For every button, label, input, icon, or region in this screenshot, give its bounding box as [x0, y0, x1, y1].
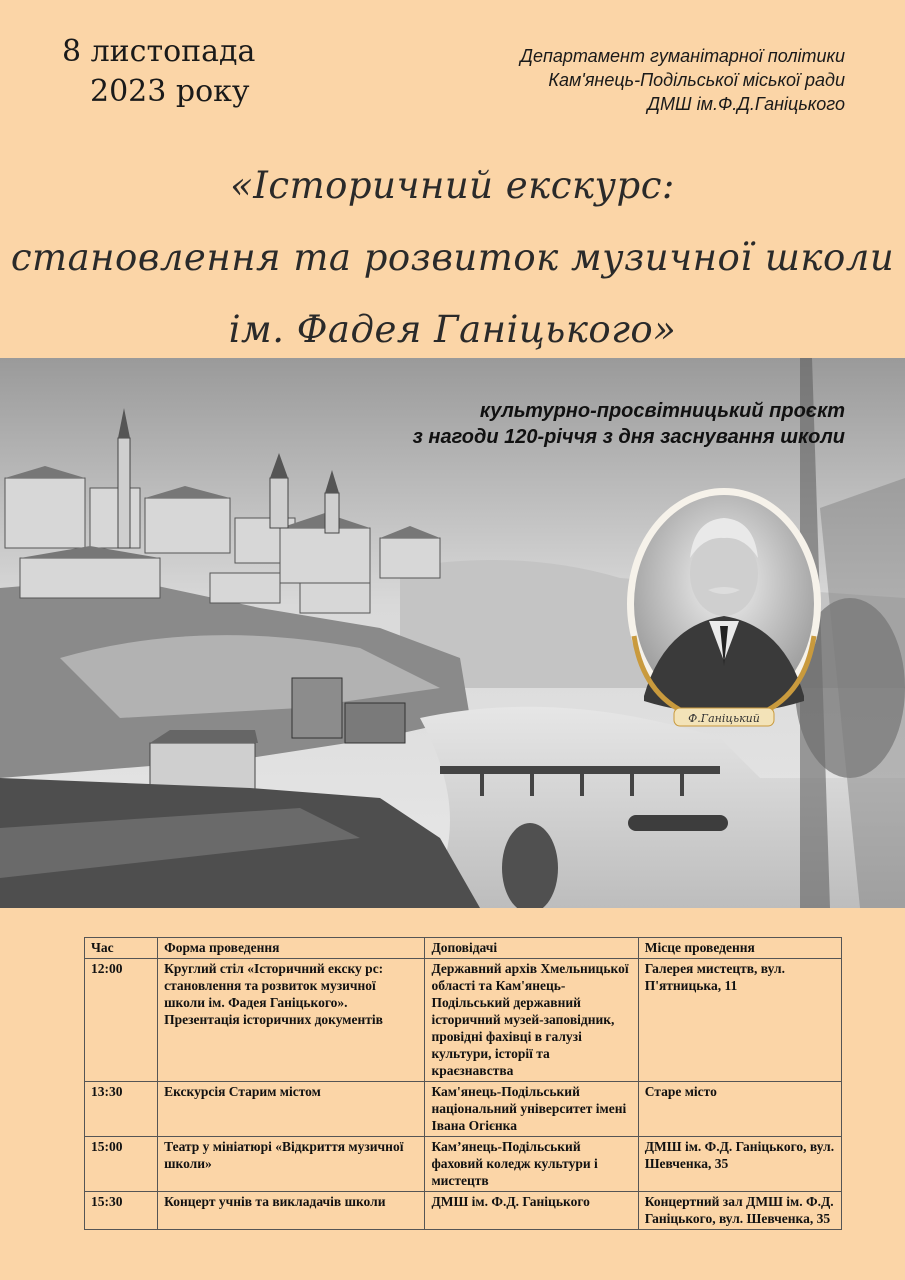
- event-date: [62, 32, 255, 112]
- cell-venue: Галерея мистецтв, вул. П'ятницька, 11: [638, 959, 841, 1082]
- poster-title: [0, 150, 905, 366]
- date-year: 2023 року: [90, 74, 250, 109]
- date-day-month: 8 листопада: [62, 34, 256, 69]
- cell-speakers: ДМШ ім. Ф.Д. Ганіцького: [425, 1192, 638, 1230]
- cell-format: Концерт учнів та викладачів школи: [158, 1192, 425, 1230]
- title-line-2: становлення та розвиток музичної школи: [10, 236, 895, 279]
- table-row: [85, 1082, 842, 1137]
- cell-format: Театр у мініатюрі «Відкриття музичної школи»: [158, 1137, 425, 1192]
- header-format: Форма проведення: [158, 938, 425, 959]
- cell-time: 13:30: [85, 1082, 158, 1137]
- cell-time: 15:00: [85, 1137, 158, 1192]
- subtitle-line-2: з нагоди 120-річчя з дня заснування школи: [412, 426, 845, 448]
- schedule-table: [84, 937, 842, 1230]
- cell-speakers: Державний архів Хмельницької області та Кам'янець-Подільський державний історичний музей-заповідник, провідні фахівці в галузі культури, історії та краєзнавства: [425, 959, 638, 1082]
- title-line-1: «Історичний екскурс:: [230, 164, 675, 207]
- organizer-department: Департамент гуманітарної політики: [520, 46, 845, 66]
- table-header-row: [85, 938, 842, 959]
- table-row: [85, 959, 842, 1082]
- cell-speakers: Кам’янець-Подільський фаховий коледж культури і мистецтв: [425, 1137, 638, 1192]
- project-subtitle: [285, 398, 845, 450]
- cell-format: Круглий стіл «Історичний екску рс: становлення та розвиток музичної школи ім. Фадея Ганіцького». Презентація історичних документів: [158, 959, 425, 1082]
- cell-speakers: Кам'янець-Подільський національний університет імені Івана Огієнка: [425, 1082, 638, 1137]
- table-row: [85, 1137, 842, 1192]
- table-row: [85, 1192, 842, 1230]
- header-venue: Місце проведення: [638, 938, 841, 959]
- organizer-block: [425, 44, 845, 116]
- cell-time: 15:30: [85, 1192, 158, 1230]
- cell-time: 12:00: [85, 959, 158, 1082]
- organizer-council: Кам'янець-Подільської міської ради: [548, 70, 845, 90]
- subtitle-line-1: культурно-просвітницький проєкт: [479, 400, 845, 422]
- portrait-image: [624, 486, 824, 736]
- cell-venue: Старе місто: [638, 1082, 841, 1137]
- portrait-frame: [624, 486, 824, 736]
- portrait-caption: Ф.Ганіцький: [688, 712, 760, 725]
- cell-venue: Концертний зал ДМШ ім. Ф.Д. Ганіцького, вул. Шевченка, 35: [638, 1192, 841, 1230]
- cell-format: Екскурсія Старим містом: [158, 1082, 425, 1137]
- header-speakers: Доповідачі: [425, 938, 638, 959]
- header-time: Час: [85, 938, 158, 959]
- organizer-school: ДМШ ім.Ф.Д.Ганіцького: [647, 94, 845, 114]
- cell-venue: ДМШ ім. Ф.Д. Ганіцького, вул. Шевченка, 35: [638, 1137, 841, 1192]
- title-line-3: ім. Фадея Ганіцького»: [228, 308, 677, 351]
